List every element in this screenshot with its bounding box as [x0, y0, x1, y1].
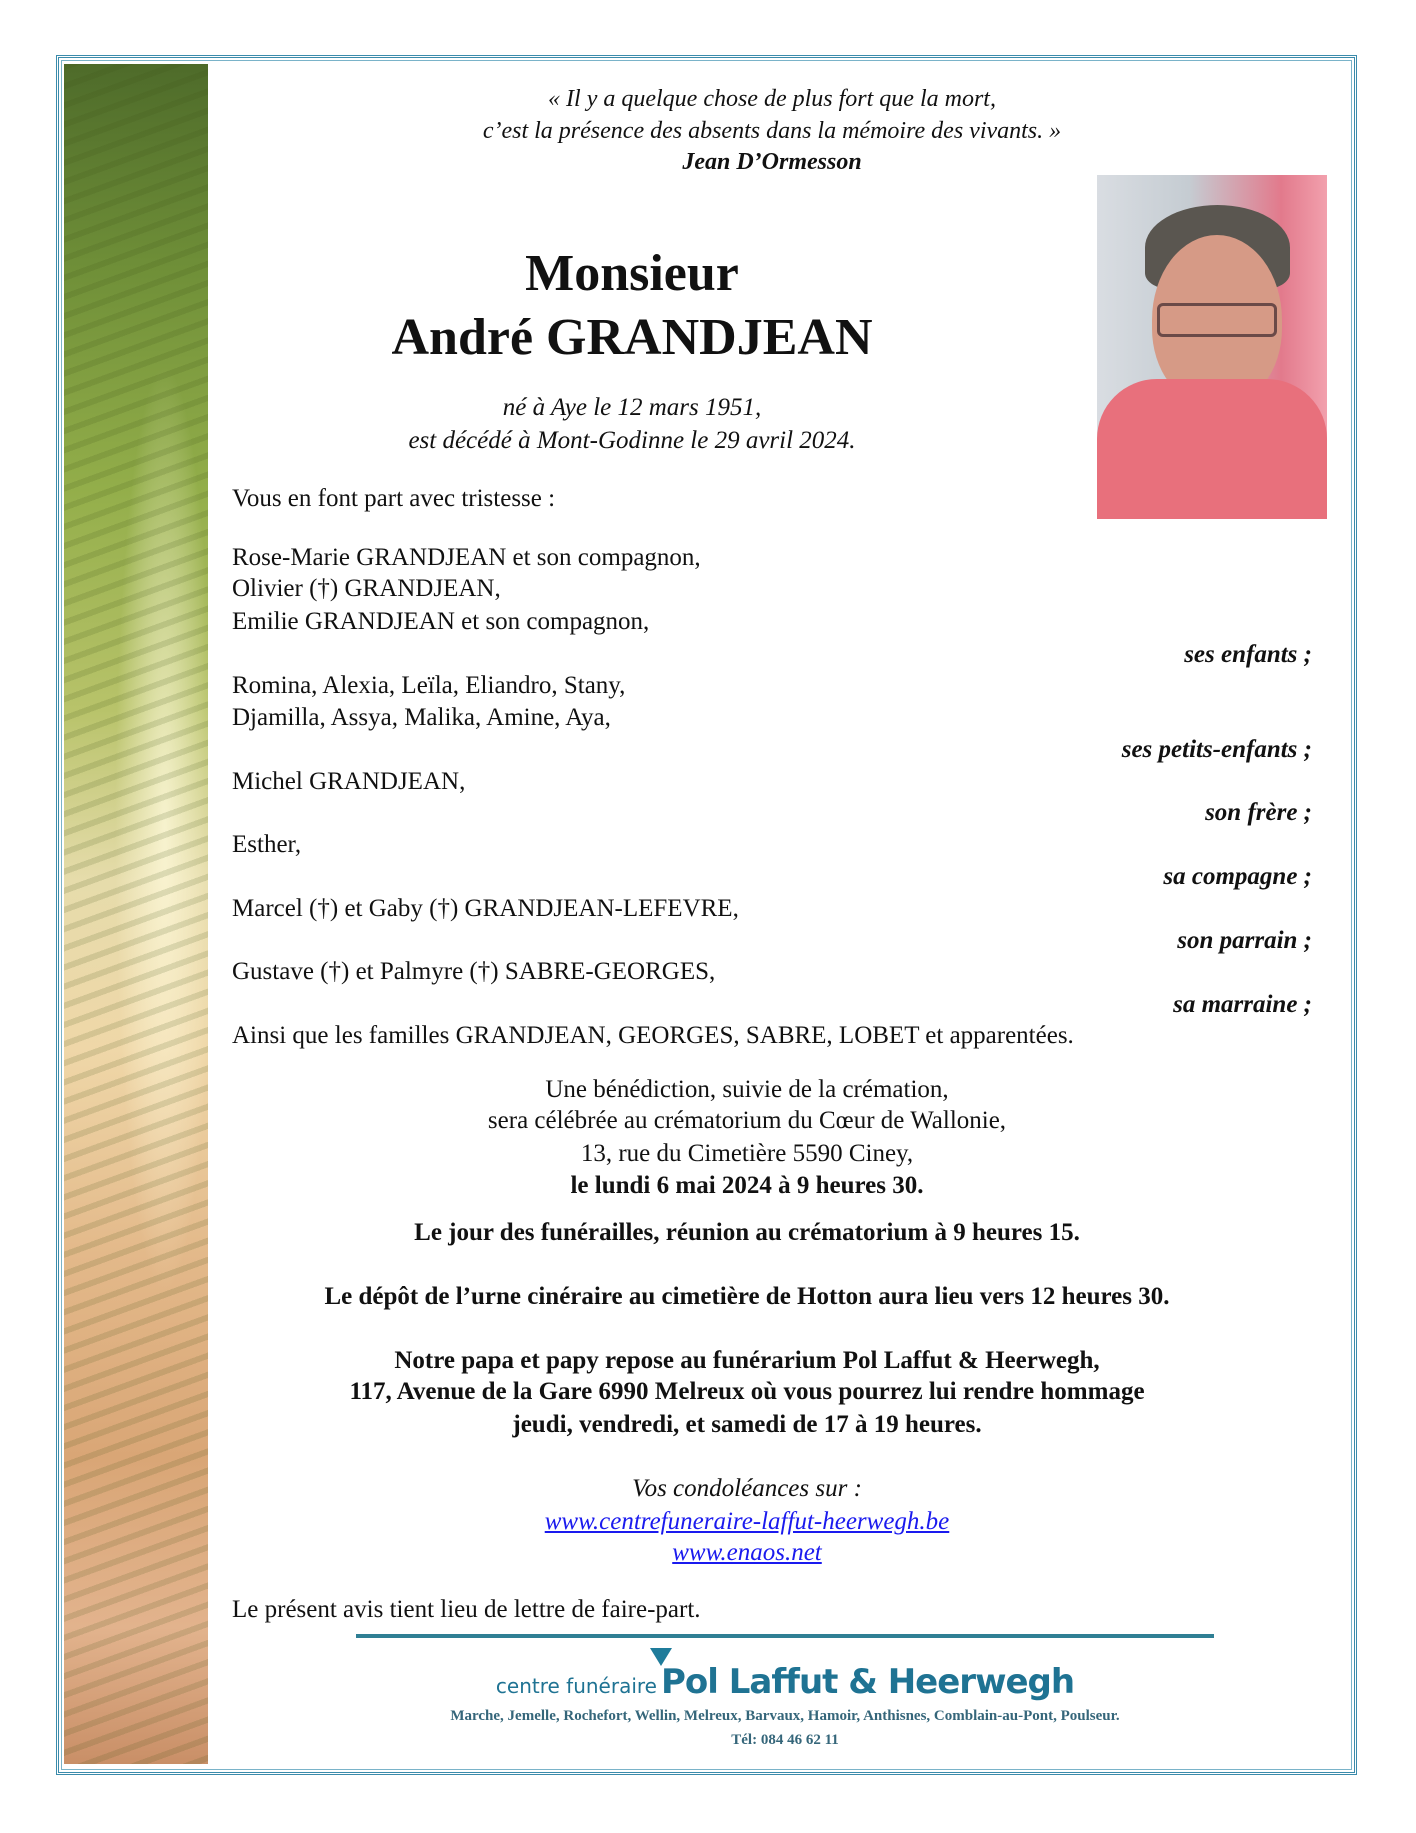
family-line: Rose-Marie GRANDJEAN et son compagnon, — [232, 544, 701, 571]
notice-text: Le présent avis tient lieu de lettre de faire-part. — [232, 1596, 701, 1623]
family-line: Djamilla, Assya, Malika, Amine, Aya, — [232, 704, 611, 731]
deceased-title: Monsieur — [525, 245, 739, 302]
relation-label: son parrain ; — [1177, 927, 1312, 954]
portrait-photo — [1097, 175, 1327, 519]
rest-line: Notre papa et papy repose au funérarium Pol Laffut & Heerwegh, — [394, 1347, 1100, 1374]
intro-text: Vous en font part avec tristesse : — [232, 485, 556, 512]
family-line: Romina, Alexia, Leïla, Eliandro, Stany, — [232, 672, 626, 699]
footer-divider — [356, 1634, 1214, 1638]
families-line: Ainsi que les familles GRANDJEAN, GEORGES, SABRE, LOBET et apparentées. — [232, 1022, 1074, 1049]
ceremony-line: 13, rue du Cimetière 5590 Ciney, — [580, 1140, 914, 1167]
family-line: Emilie GRANDJEAN et son compagnon, — [232, 608, 650, 635]
urn-info: Le dépôt de l’urne cinéraire au cimetière de Hotton aura lieu vers 12 heures 30. — [324, 1283, 1170, 1310]
deceased-name: André GRANDJEAN — [391, 309, 873, 366]
relation-label: son frère ; — [1205, 799, 1312, 826]
family-line: Marcel (†) et Gaby (†) GRANDJEAN-LEFEVRE, — [232, 895, 739, 922]
quote-line-1: « Il y a quelque chose de plus fort que la mort, — [548, 86, 996, 112]
relation-label: sa compagne ; — [1163, 863, 1312, 890]
condolences-link-laffut[interactable]: www.centrefuneraire-laffut-heerwegh.be — [544, 1508, 950, 1535]
gathering-info: Le jour des funérailles, réunion au crématorium à 9 heures 15. — [414, 1219, 1080, 1246]
relation-label: ses enfants ; — [1184, 641, 1312, 668]
rest-line: 117, Avenue de la Gare 6990 Melreux où vous pourrez lui rendre hommage — [349, 1378, 1145, 1405]
footer-phone: Tél: 084 46 62 11 — [731, 1732, 839, 1748]
footer-towns: Marche, Jemelle, Rochefort, Wellin, Melreux, Barvaux, Hamoir, Anthisnes, Comblain-au-Pont, Poulseur. — [450, 1708, 1120, 1724]
relation-label: sa marraine ; — [1173, 991, 1312, 1018]
rest-line: jeudi, vendredi, et samedi de 17 à 19 heures. — [512, 1411, 982, 1438]
family-line: Michel GRANDJEAN, — [232, 768, 466, 795]
birth-info: né à Aye le 12 mars 1951, — [502, 394, 762, 421]
condolences-label: Vos condoléances sur : — [632, 1475, 862, 1502]
logo-brand: Pol Laffut & Heerwegh — [660, 1662, 1075, 1702]
death-info: est décédé à Mont-Godinne le 29 avril 2024. — [408, 427, 856, 454]
ceremony-line: Une bénédiction, suivie de la crémation, — [545, 1076, 949, 1103]
forest-path-image — [64, 64, 208, 1764]
ceremony-date: le lundi 6 mai 2024 à 9 heures 30. — [570, 1172, 924, 1199]
family-line: Olivier (†) GRANDJEAN, — [232, 575, 501, 602]
family-line: Gustave (†) et Palmyre (†) SABRE-GEORGES, — [232, 958, 716, 985]
condolences-link-enaos[interactable]: www.enaos.net — [672, 1539, 822, 1566]
quote-line-2: c’est la présence des absents dans la mémoire des vivants. » — [482, 118, 1062, 144]
funeral-home-logo — [356, 1662, 1214, 1702]
family-line: Esther, — [232, 831, 302, 858]
logo-prefix: centre funéraire — [495, 1674, 657, 1698]
relation-label: ses petits-enfants ; — [1121, 736, 1312, 763]
ceremony-line: sera célébrée au crématorium du Cœur de Wallonie, — [487, 1107, 1007, 1134]
quote-author: Jean D’Ormesson — [682, 149, 862, 175]
